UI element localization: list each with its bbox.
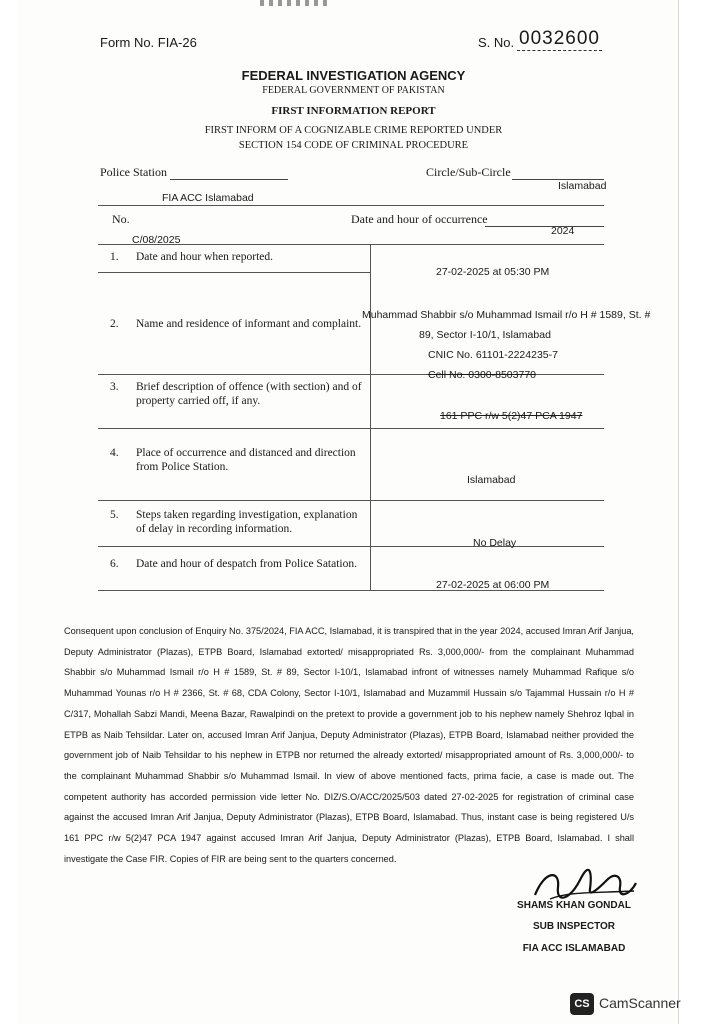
government-title: FEDERAL GOVERNMENT OF PAKISTAN [262, 85, 445, 96]
row-label-despatch: Date and hour of despatch from Police Satation. [136, 558, 357, 570]
circle-value: Islamabad [558, 180, 607, 192]
serial-label: S. No. [478, 35, 515, 50]
row-label-investigation: Steps taken regarding investigation, explanation of delay in recording information. [136, 509, 358, 535]
police-station-label: Police Station [100, 165, 167, 179]
occurrence-value: 2024 [551, 225, 575, 237]
scan-artifact [260, 0, 330, 6]
table-rule [98, 272, 370, 273]
case-no-label: No. [112, 212, 130, 226]
row-number: 4. [110, 447, 119, 459]
row-value-informant-name: Muhammad Shabbir s/o Muhammad Ismail r/o H # 1589, St. # [362, 309, 651, 321]
circle-label: Circle/Sub-Circle [426, 165, 511, 179]
row-value-despatch: 27-02-2025 at 06:00 PM [436, 579, 550, 591]
table-rule [98, 546, 604, 547]
table-rule [98, 500, 604, 501]
row-value-place: Islamabad [467, 474, 516, 486]
table-rule [98, 244, 604, 245]
row-number: 1. [110, 251, 119, 263]
camscanner-logo-icon: CS [570, 993, 594, 1015]
row-label-offence: Brief description of offence (with section) and of property carried off, if any. [136, 381, 362, 407]
row-value-offence: 161 PPC r/w 5(2)47 PCA 1947 [440, 410, 583, 422]
report-subtitle-2: SECTION 154 CODE OF CRIMINAL PROCEDURE [238, 140, 469, 151]
row-label-date-reported: Date and hour when reported. [136, 251, 273, 263]
table-rule [98, 428, 604, 429]
police-station-value: FIA ACC Islamabad [162, 192, 254, 204]
officer-rank: SUB INSPECTOR [532, 921, 616, 932]
case-no-value: C/08/2025 [132, 234, 181, 246]
agency-title: FEDERAL INVESTIGATION AGENCY [241, 68, 466, 83]
row-value-investigation: No Delay [473, 537, 517, 549]
signature-mark [530, 865, 640, 905]
camscanner-label: CamScanner [599, 995, 681, 1011]
row-number: 2. [110, 318, 119, 330]
row-value-date-reported: 27-02-2025 at 05:30 PM [436, 266, 550, 278]
row-value-informant-cell: Cell No. 0300-8503770 [428, 369, 536, 381]
serial-number: 0032600 [519, 28, 600, 49]
row-number: 5. [110, 509, 119, 521]
report-subtitle-1: FIRST INFORM OF A COGNIZABLE CRIME REPORTED UNDER [204, 125, 503, 136]
police-station-underline [170, 179, 288, 180]
form-number: Form No. FIA-26 [100, 35, 197, 50]
row-value-informant-address: 89, Sector I-10/1, Islamabad [419, 329, 551, 341]
row-number: 6. [110, 558, 119, 570]
row-label-place: Place of occurrence and distanced and direction from Police Station. [136, 447, 356, 473]
officer-unit: FIA ACC ISLAMABAD [522, 943, 626, 954]
officer-name: SHAMS KHAN GONDAL [517, 900, 631, 911]
occurrence-label: Date and hour of occurrence [351, 212, 488, 226]
narrative-paragraph: Consequent upon conclusion of Enquiry No. 375/2024, FIA ACC, Islamabad, it is transpired that in the year 2024, accused Imran Arif Janjua, Deputy Administrator (Plazas), ETPB Board, Islamabad extorted/ misappropriated Rs. 3,000,000/- from the complainant Muhammad Shabbir s/o Muhammad Ismail r/o H # 1589, St. # 89, Sector I-10/1, Islamabad infront of witnesses namely Muhammad Rafique s/o Muhammad Younas r/o H # 2366, St. # 68, CDA Colony, Sector I-10/1, Islamabad and Muzammil Hussain s/o Tajammal Hussain r/o H # C/317, Mohallah Sabzi Mandi, Meena Bazar, Rawalpindi on the pretext to provide a government job to his nephew namely Shehroz Iqbal in ETPB as Naib Tehsildar. Later on, accused Imran Arif Janjua, Deputy Administrator (Plazas), ETPB Board, Islamabad neither provided the government job of Naib Tehsildar to his nephew in ETPB nor returned the already extorted/ misappropriated amount of Rs. 3,000,000/- to the complainant Muhammad Shabbir s/o Muhammad Ismail. In view of above mentioned facts, prima facie, a case is made out. The competent authority has accorded permission vide letter No. DIZ/S.O/ACC/2025/503 dated 27-02-2025 for registration of criminal case against the accused Imran Arif Janjua, Deputy Administrator (Plazas), ETPB Board, Islamabad. Thus, instant case is being registered U/s 161 PPC r/w 5(2)47 PCA 1947 against accused Imran Arif Janjua, Deputy Administrator (Plazas), ETPB Board, Islamabad. I shall investigate the Case FIR. Copies of FIR are being sent to the quarters concerned. [64, 626, 634, 864]
row-value-informant-cnic: CNIC No. 61101-2224235-7 [428, 349, 558, 361]
row-label-informant: Name and residence of informant and complaint. [136, 318, 362, 330]
table-top-rule [98, 205, 604, 206]
report-title: FIRST INFORMATION REPORT [271, 105, 436, 117]
table-column-divider [370, 244, 371, 590]
occurrence-underline [485, 226, 604, 227]
row-number: 3. [110, 381, 119, 393]
